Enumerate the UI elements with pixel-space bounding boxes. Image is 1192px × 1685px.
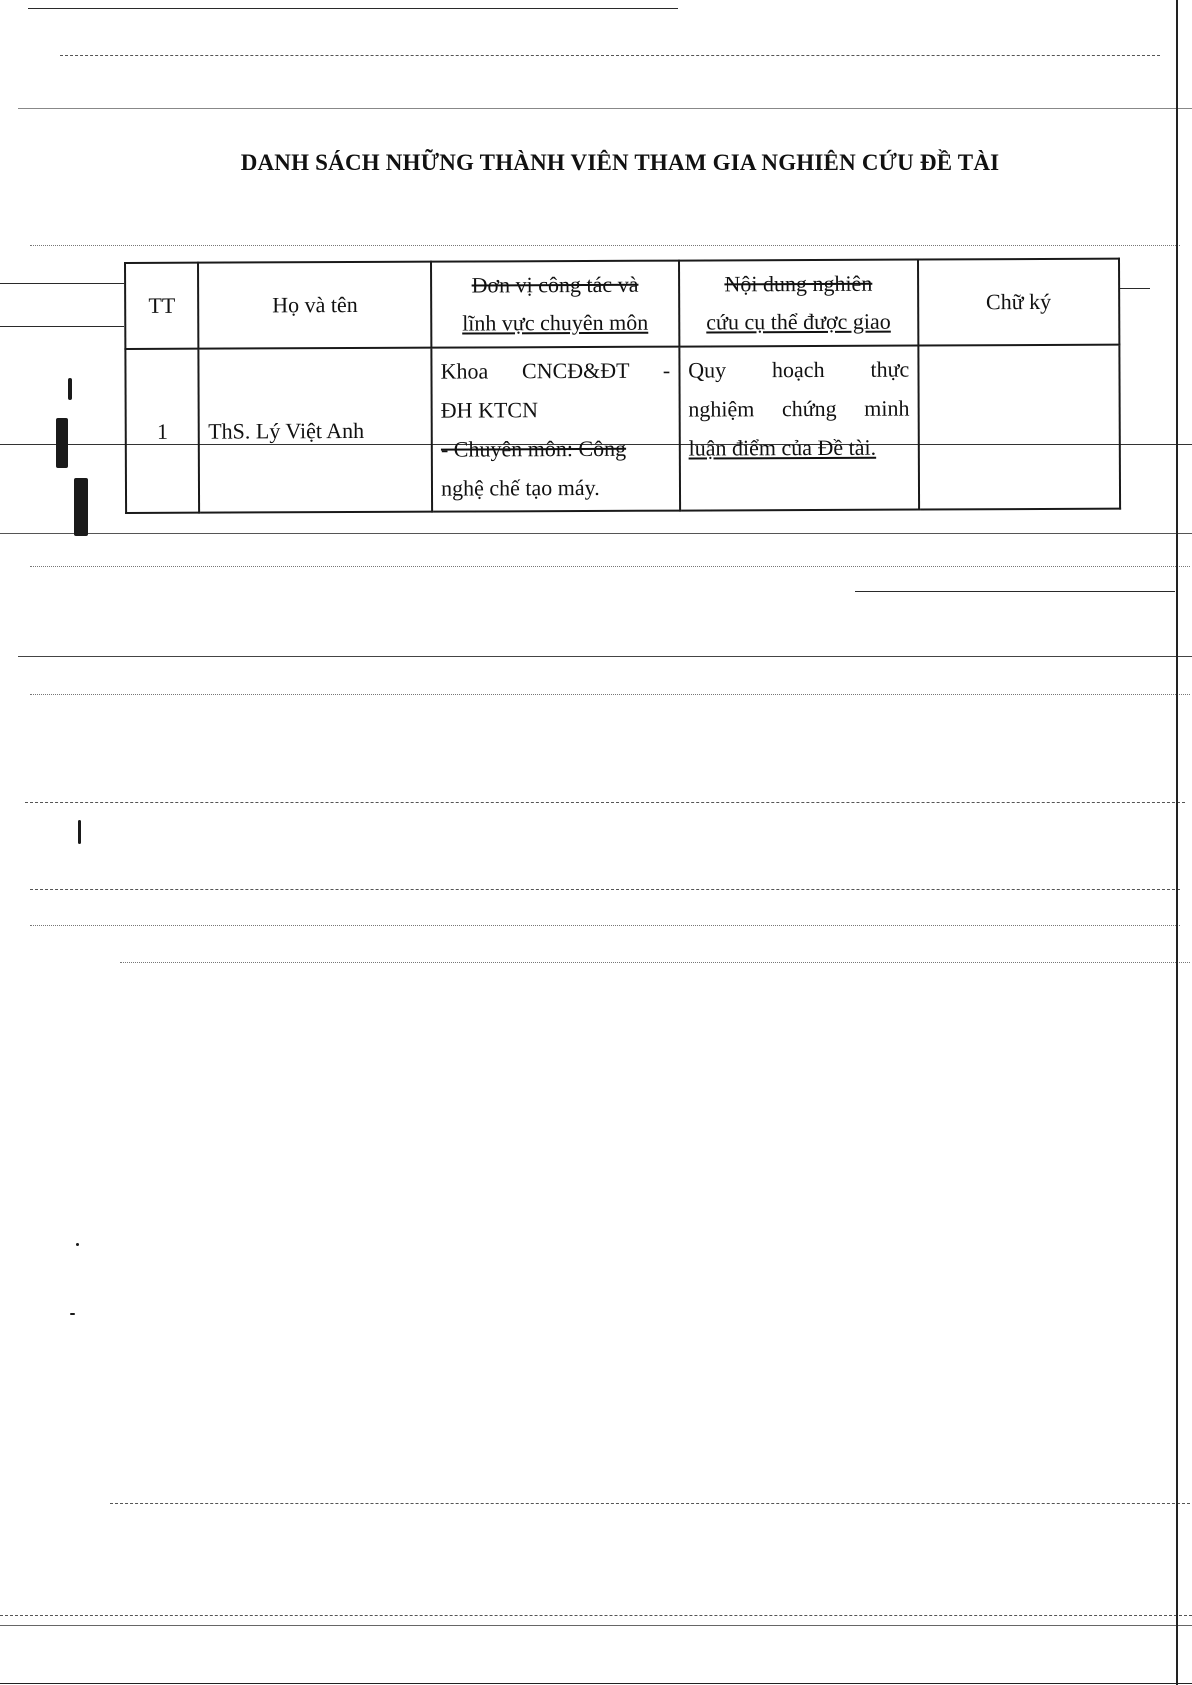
scan-line (0, 326, 124, 327)
scan-line (18, 656, 1192, 657)
header-unit (431, 261, 679, 348)
scan-smudge (74, 478, 88, 536)
scan-line (120, 962, 1190, 963)
cell-name: ThS. Lý Việt Anh (199, 348, 432, 513)
scan-line (30, 245, 1180, 246)
cell-unit (431, 347, 679, 512)
scan-smudge (78, 820, 81, 844)
header-signature: Chữ ký (918, 259, 1120, 346)
header-task-line2: cứu cụ thể được giao (706, 308, 891, 335)
scan-line (0, 533, 1192, 534)
cell-unit-line3: - Chuyên môn: Công (440, 435, 627, 462)
table-row (125, 345, 1120, 513)
scan-smudge (76, 1243, 79, 1246)
document-title: DANH SÁCH NHỮNG THÀNH VIÊN THAM GIA NGHIÊN CỨU ĐỀ TÀI (240, 150, 1000, 175)
scan-line (60, 55, 1160, 56)
scan-line (28, 8, 678, 9)
scan-line (30, 566, 1190, 567)
header-unit-line2: lĩnh vực chuyên môn (462, 309, 649, 336)
cell-unit-line2: ĐH KTCN (440, 397, 538, 423)
scan-line (25, 802, 1185, 803)
cell-task-line4 (689, 467, 910, 507)
cell-task-line3: luận điểm của Đề tài. (688, 434, 877, 461)
cell-signature (918, 345, 1120, 510)
cell-unit-line1: Khoa CNCĐ&ĐT - (440, 357, 671, 384)
scan-line (30, 925, 1180, 926)
scan-line (855, 591, 1175, 592)
header-unit-line1: Đơn vị công tác và (471, 271, 639, 298)
cell-task (679, 346, 919, 511)
scan-smudge (70, 1313, 75, 1315)
scan-line (0, 283, 124, 284)
header-tt: TT (125, 263, 199, 349)
table-header-row (125, 259, 1119, 349)
scan-line (0, 1615, 1192, 1616)
header-task (679, 260, 918, 347)
scan-line (110, 1503, 1190, 1504)
scan-line (0, 1683, 1192, 1684)
scan-line (1120, 288, 1150, 289)
cell-task-line1: Quy hoạch thực (688, 356, 910, 383)
members-table (124, 258, 1121, 514)
cell-unit-line4: nghệ chế tạo máy. (441, 474, 600, 501)
scan-line (0, 1625, 1192, 1626)
cell-task-line2: nghiệm chứng minh (688, 395, 910, 422)
scan-edge (1176, 0, 1178, 1685)
header-name: Họ và tên (198, 262, 431, 349)
scan-smudge (56, 418, 68, 468)
header-task-line1: Nội dung nghiên (724, 270, 873, 297)
cell-tt: 1 (125, 349, 199, 513)
scan-line (30, 889, 1180, 890)
scan-smudge (68, 378, 72, 400)
scan-line (30, 694, 1190, 695)
scan-line (18, 108, 1192, 109)
